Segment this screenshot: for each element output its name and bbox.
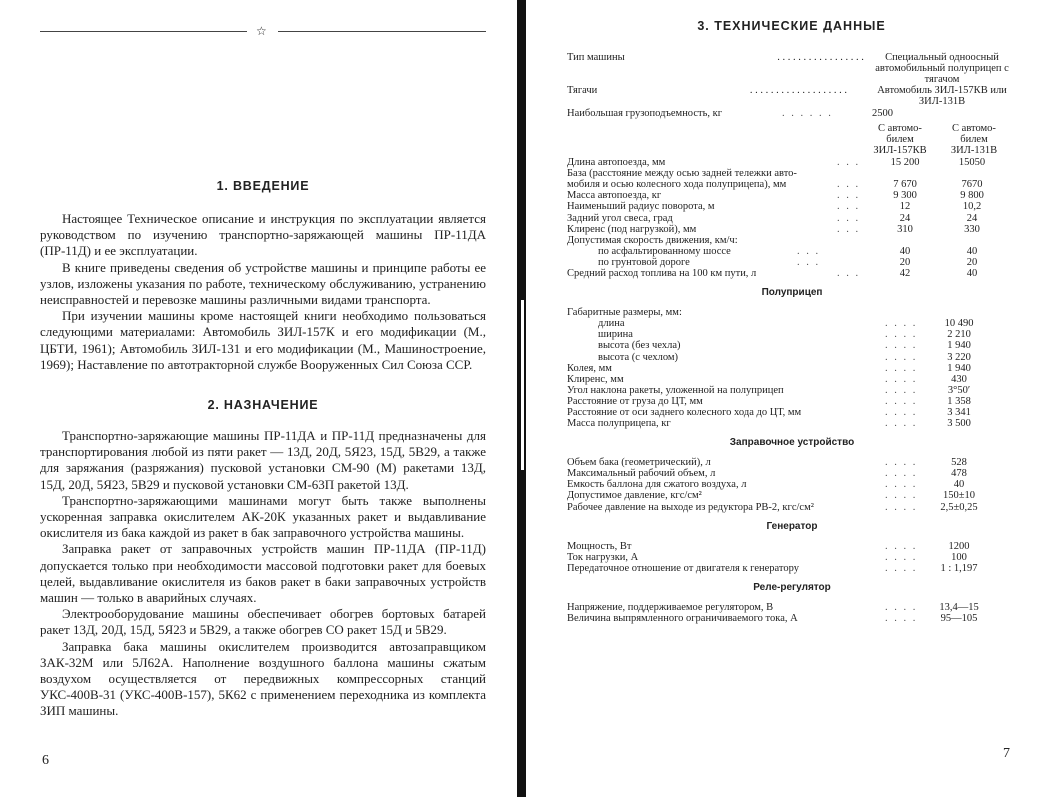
spec-row <box>567 396 1017 407</box>
spec-value-zil131v: 15050 <box>958 157 986 169</box>
leader-dots: . . . . <box>885 540 918 552</box>
spec-row <box>567 179 1017 190</box>
right-page <box>530 0 1053 797</box>
spec-value-zil157kv: 24 <box>899 212 911 224</box>
spec-row <box>567 307 1017 318</box>
spec-label: Средний расход топлива на 100 км пути, л <box>567 268 757 280</box>
spec-value-zil157kv: 20 <box>899 256 911 268</box>
spec-label: Величина выпрямленного ограничиваемого тока, А <box>567 613 798 624</box>
paragraph: Электрооборудование машины обеспечивает обогрев бортовых батарей ракет 13Д, 20Д, 15Д, 5Я23 и 5В29, а также обогрев СО ракет 15Д и 5В29. <box>40 606 486 638</box>
paragraph: Настоящее Техническое описание и инструкция по эксплуатации является руководством по изучению транспортно-заряжающей машины ПР-11ДА (ПР-11Д) и ее эксплуатации. <box>40 211 486 259</box>
spec-value-zil131v: 7670 <box>961 179 983 191</box>
section-title-introduction: 1. ВВЕДЕНИЕ <box>216 179 310 193</box>
spec-label: Колея, мм <box>567 362 612 374</box>
leader-dots: . . . . . . . . . . . . . . . . . . . <box>749 85 848 96</box>
spec-row-type <box>567 52 1017 85</box>
spec-value: 3°50′ <box>947 384 971 396</box>
spec-row <box>567 363 1017 374</box>
spec-label: Емкость баллона для сжатого воздуха, л <box>567 479 747 491</box>
spec-label: Расстояние от груза до ЦТ, мм <box>567 395 703 407</box>
road-train-table <box>567 157 1017 279</box>
leader-dots: . . . . <box>885 384 918 396</box>
subsection-heading-relay-regulator: Реле-регулятор <box>753 581 831 593</box>
paragraph: Транспортно-заряжающими машинами могут быть также выполнены ускоренная заправка окислителем АК-20К указанных ракет и выдавливание окислителя из бака каждой из ракет в бак заправочного устройства машины. <box>40 492 486 541</box>
column-header-zil157kv: С автомо- билем ЗИЛ-157КВ <box>873 123 927 157</box>
spec-value-zil131v: 40 <box>966 268 978 280</box>
spec-row <box>567 374 1017 385</box>
spec-value-zil157kv: 310 <box>897 223 913 235</box>
page-number: 7 <box>1003 746 1010 761</box>
leader-dots: . . . . <box>885 562 918 574</box>
spec-value: 2 210 <box>947 329 971 341</box>
generator-table <box>567 541 1017 574</box>
column-headers <box>567 119 1017 157</box>
spec-value: 3 220 <box>947 351 971 363</box>
spec-value-zil157kv: 9 300 <box>893 190 917 202</box>
header-rule-right <box>278 31 486 32</box>
spec-label: высота (без чехла) <box>598 340 681 352</box>
relay-regulator-table <box>567 602 1017 624</box>
spec-label: по асфальтированному шоссе <box>598 245 731 257</box>
leader-dots: . . . . <box>885 329 918 341</box>
leader-dots: . . . <box>797 245 821 257</box>
spec-value-zil131v: 24 <box>966 212 978 224</box>
technical-data-list <box>567 52 1017 624</box>
spec-label: Мощность, Вт <box>567 540 632 552</box>
spec-row <box>567 329 1017 340</box>
spec-value: 40 <box>953 479 965 491</box>
spec-row <box>567 457 1017 468</box>
subsection-heading-semitrailer: Полуприцеп <box>761 287 823 299</box>
leader-dots: . . . . <box>885 479 918 491</box>
spec-label: Рабочее давление на выходе из редуктора РВ-2, кгс/см² <box>567 501 814 513</box>
leader-dots: . . . . <box>885 613 918 624</box>
leader-dots: . . . . <box>885 601 918 613</box>
spec-value: 1 : 1,197 <box>940 562 978 574</box>
spec-value: 478 <box>951 468 967 480</box>
spec-value-zil131v: 330 <box>964 223 980 235</box>
paragraph: При изучении машины кроме настоящей книги необходимо пользоваться следующими материалами: Автомобиль ЗИЛ-157К и его модификации (М., ЦБТИ, 1961); Автомобиль ЗИЛ-131 и его модификации (М., Машиностроение, 1969); Наставление по автотракторной службе Вооруженных Сил Союза ССР. <box>40 308 486 372</box>
spec-value: 10 490 <box>944 318 974 330</box>
spec-value-zil157kv: 42 <box>899 268 911 280</box>
leader-dots: . . . <box>837 190 861 202</box>
binding-gap <box>521 300 524 470</box>
spec-label: Задний угол свеса, град <box>567 212 673 224</box>
spec-value-zil157kv: 7 670 <box>893 179 917 191</box>
spec-row <box>567 468 1017 479</box>
spec-row <box>567 235 1017 246</box>
star-ornament-icon: ☆ <box>256 24 267 38</box>
spec-row <box>567 268 1017 279</box>
leader-dots: . . . <box>837 157 861 169</box>
spec-value: 1 940 <box>947 362 971 374</box>
spec-row-capacity <box>567 108 1017 119</box>
leader-dots: . . . <box>837 223 861 235</box>
leader-dots: . . . <box>837 201 861 213</box>
spec-label: Тип машины <box>567 52 625 63</box>
spec-value: 430 <box>951 373 967 385</box>
spec-label: Наименьший радиус поворота, м <box>567 201 715 213</box>
spec-value: 1 940 <box>947 340 971 352</box>
spec-label: Угол наклона ракеты, уложенной на полуприцеп <box>567 384 784 396</box>
spec-value-zil157kv: 15 200 <box>890 157 920 169</box>
spec-value: 100 <box>951 551 967 563</box>
paragraph: Заправка ракет от заправочных устройств машин ПР-11ДА (ПР-11Д) допускается только при необходимости массовой подготовки ракет для боевых целей, выдавливание окислителя из баков ракет в баки заправочных устройств машин — только в аварийных случаях. <box>40 541 486 606</box>
spec-value: 1200 <box>948 540 970 552</box>
fueling-device-table <box>567 457 1017 512</box>
paragraph: Заправка бака машины окислителем производится автозаправщиком ЗАК-32М или 5Л62А. Наполнение воздушного баллона машины сжатым воздухом осуществляется от передвижных компрессорных станций УКС-400В-31 (УКС-400В-157), 5К62 с применением переходника из комплекта ЗИП машины. <box>40 638 486 719</box>
spec-row <box>567 490 1017 501</box>
spec-row <box>567 502 1017 513</box>
spec-value-zil131v: 9 800 <box>960 190 984 202</box>
spec-value: 13,4—15 <box>939 601 979 613</box>
spec-value-zil131v: 10,2 <box>962 201 982 213</box>
spec-row <box>567 563 1017 574</box>
spec-label: Клиренс, мм <box>567 373 624 385</box>
spec-value: 528 <box>951 457 967 469</box>
spec-row <box>567 552 1017 563</box>
spec-label: Масса полуприцепа, кг <box>567 418 671 430</box>
leader-dots: . . . <box>837 268 861 280</box>
spec-label: База (расстояние между осью задней тележки авто- <box>567 168 797 180</box>
leader-dots: . . . . <box>885 318 918 330</box>
spec-value: 2,5±0,25 <box>940 501 978 513</box>
spec-row <box>567 213 1017 224</box>
spec-label: Расстояние от оси заднего колесного хода до ЦТ, мм <box>567 406 802 418</box>
spec-row <box>567 246 1017 257</box>
section-title-purpose: 2. НАЗНАЧЕНИЕ <box>207 398 319 412</box>
spec-value-zil157kv: 12 <box>899 201 911 213</box>
spec-value: 1 358 <box>947 395 971 407</box>
spec-label: высота (с чехлом) <box>598 351 679 363</box>
leader-dots: . . . . <box>885 351 918 363</box>
purpose-text <box>40 428 486 720</box>
spec-row <box>567 201 1017 212</box>
leader-dots: . . . . <box>885 373 918 385</box>
leader-dots: . . . <box>837 179 861 191</box>
spec-value: 2500 <box>872 108 893 119</box>
spec-label: Допустимое давление, кгс/см² <box>567 490 702 502</box>
spec-row <box>567 541 1017 552</box>
spec-value-zil131v: 40 <box>966 245 978 257</box>
leader-dots: . . . . <box>885 501 918 513</box>
spec-row <box>567 613 1017 624</box>
leader-dots: . . . <box>797 256 821 268</box>
spec-row <box>567 385 1017 396</box>
spec-label: Тягачи <box>567 85 598 96</box>
spec-label: Ток нагрузки, А <box>567 551 639 563</box>
spec-row <box>567 479 1017 490</box>
spec-value: 3 341 <box>947 406 971 418</box>
spec-label: Длина автопоезда, мм <box>567 157 666 169</box>
spec-row <box>567 602 1017 613</box>
leader-dots: . . . . <box>885 362 918 374</box>
spec-label: Наибольшая грузоподъемность, кг <box>567 108 723 119</box>
left-page <box>0 0 515 797</box>
spec-row <box>567 157 1017 168</box>
leader-dots: . . . . <box>885 340 918 352</box>
spec-value: Автомобиль ЗИЛ-157КВ или ЗИЛ-131В <box>877 85 1007 108</box>
spec-row-tractors <box>567 85 1017 108</box>
subsection-heading-fueling-device: Заправочное устройство <box>729 437 855 449</box>
spec-label: Клиренс (под нагрузкой), мм <box>567 223 697 235</box>
leader-dots: . . . . <box>885 457 918 469</box>
leader-dots: . . . . <box>885 418 918 430</box>
leader-dots: . . . . <box>885 395 918 407</box>
spec-label: по грунтовой дороге <box>598 256 690 268</box>
leader-dots: . . . . . . <box>782 108 833 119</box>
paragraph: Транспортно-заряжающие машины ПР-11ДА и ПР-11Д предназначены для транспортирования любой из пяти ракет — 13Д, 20Д, 5Я23, 15Д, 5В29, а также для заряжания (разряжания) пусковой установки СМ-90 (М) ракетами 13Д, 15Д, 20Д, 5Я23, 5В29 и пусковой установки СМ-63П ракетой 13Д. <box>40 428 486 492</box>
spec-value: 95—105 <box>940 613 978 624</box>
spec-row <box>567 418 1017 429</box>
spec-label: Габаритные размеры, мм: <box>567 307 682 319</box>
spec-label: Передаточное отношение от двигателя к генератору <box>567 562 799 574</box>
column-header-zil131v: С автомо- билем ЗИЛ-131В <box>950 123 998 157</box>
spec-label: Масса автопоезда, кг <box>567 190 662 202</box>
header-rule-left <box>40 31 247 32</box>
leader-dots: . . . . <box>885 406 918 418</box>
spec-row <box>567 257 1017 268</box>
spec-value-zil131v: 20 <box>966 256 978 268</box>
section-title-technical-data: 3. ТЕХНИЧЕСКИЕ ДАННЫЕ <box>697 19 886 33</box>
spec-row <box>567 224 1017 235</box>
spec-row <box>567 168 1017 179</box>
leader-dots: . . . . <box>885 468 918 480</box>
spec-label: Максимальный рабочий объем, л <box>567 468 716 480</box>
spec-row <box>567 352 1017 363</box>
spec-label: Напряжение, поддерживаемое регулятором, В <box>567 601 774 613</box>
spec-label: мобиля и осью колесного хода полуприцепа), мм <box>567 179 787 191</box>
subsection-heading-generator: Генератор <box>766 520 818 532</box>
spec-value-zil157kv: 40 <box>899 245 911 257</box>
spec-row <box>567 340 1017 351</box>
spec-label: ширина <box>598 329 633 341</box>
spec-value: Специальный одноосный автомобильный полуприцеп с тягачом <box>875 52 1009 86</box>
introduction-text <box>40 211 486 373</box>
spec-label: Объем бака (геометрический), л <box>567 457 711 469</box>
spec-row <box>567 407 1017 418</box>
paragraph: В книге приведены сведения об устройстве машины и принципе работы ее узлов, изложены указания по работе, техническому обслуживанию, устранению неисправностей и перевозке машины различными видами транспорта. <box>40 259 486 308</box>
page-number: 6 <box>42 753 49 768</box>
spec-row <box>567 190 1017 201</box>
spec-value: 3 500 <box>947 418 971 430</box>
spec-label: Допустимая скорость движения, км/ч: <box>567 234 738 246</box>
leader-dots: . . . . <box>885 490 918 502</box>
spec-label: длина <box>598 318 625 330</box>
leader-dots: . . . <box>837 212 861 224</box>
leader-dots: . . . . . . . . . . . . . . . . . <box>777 52 864 63</box>
leader-dots: . . . . <box>885 551 918 563</box>
semitrailer-table <box>567 307 1017 429</box>
spec-row <box>567 318 1017 329</box>
spec-value: 150±10 <box>942 490 975 502</box>
